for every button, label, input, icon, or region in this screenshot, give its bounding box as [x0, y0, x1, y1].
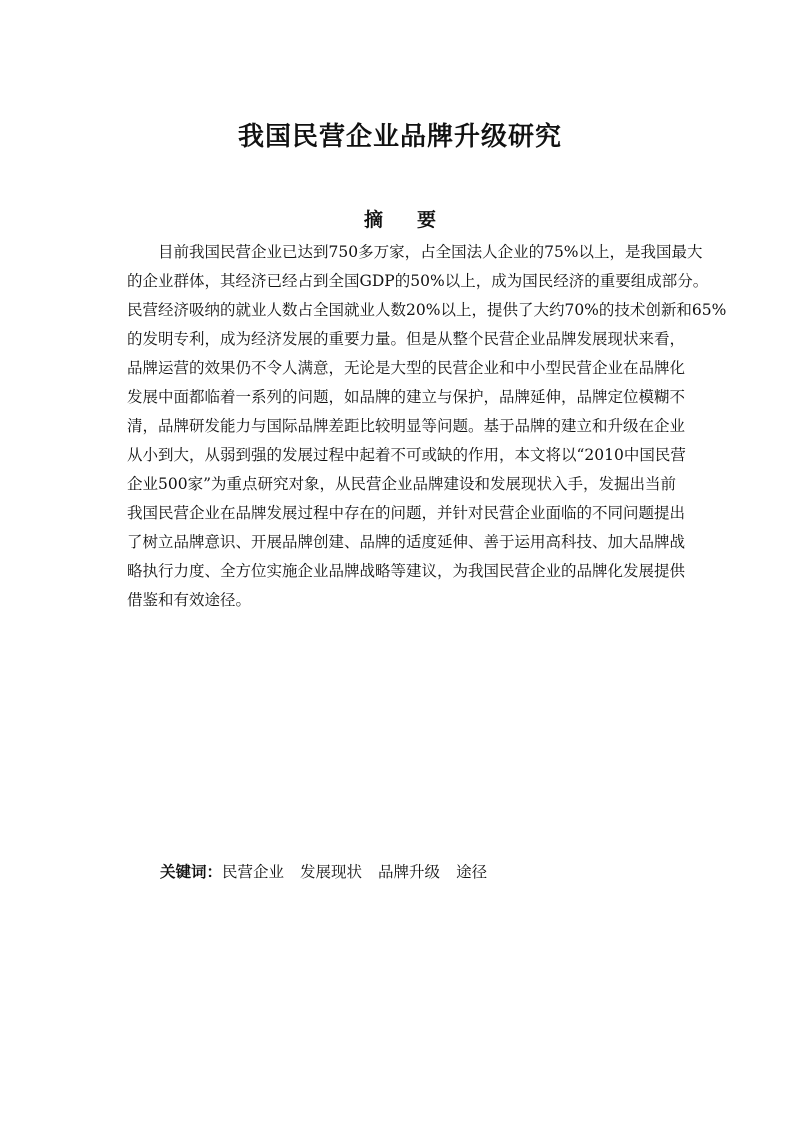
abstract-line: 品牌运营的效果仍不令人满意，无论是大型的民营企业和中小型民营企业在品牌化 [127, 359, 686, 377]
abstract-line: 的发明专利，成为经济发展的重要力量。但是从整个民营企业品牌发展现状来看， [127, 330, 686, 348]
abstract-heading [0, 205, 800, 232]
abstract-line: 略执行力度、全方位实施企业品牌战略等建议，为我国民营企业的品牌化发展提供 [127, 562, 686, 580]
abstract-line: 清，品牌研发能力与国际品牌差距比较明显等问题。基于品牌的建立和升级在企业 [127, 417, 686, 435]
abstract-heading-char: 摘 [363, 209, 383, 231]
abstract-line: 我国民营企业在品牌发展过程中存在的问题，并针对民营企业面临的不同问题提出 [127, 504, 686, 522]
keyword: 民营企业 [222, 863, 285, 881]
keyword: 途径 [456, 863, 488, 881]
abstract-line: 的企业群体，其经济已经占到全国GDP的50%以上，成为国民经济的重要组成部分。 [127, 272, 709, 290]
abstract-line: 民营经济吸纳的就业人数占全国就业人数20%以上，提供了大约70%的技术创新和65% [127, 301, 727, 319]
keywords [160, 858, 503, 887]
abstract-line: 从小到大，从弱到强的发展过程中起着不可或缺的作用，本文将以“2010中国民营 [127, 446, 686, 464]
abstract-line: 企业500家”为重点研究对象，从民营企业品牌建设和发展现状入手，发掘出当前 [127, 475, 677, 493]
abstract-line: 发展中面都临着一系列的问题，如品牌的建立与保护，品牌延伸，品牌定位模糊不 [127, 388, 686, 406]
abstract-line: 了树立品牌意识、开展品牌创建、品牌的适度延伸、善于运用高科技、加大品牌战 [127, 533, 686, 551]
keywords-label: 关键词： [160, 863, 223, 881]
abstract-body [127, 238, 727, 615]
abstract-line: 借鉴和有效途径。 [127, 591, 252, 609]
abstract-heading-char: 要 [417, 209, 437, 231]
abstract-line: 目前我国民营企业已达到750多万家，占全国法人企业的75%以上，是我国最大 [158, 243, 703, 261]
paper-title: 我国民营企业品牌升级研究 [237, 122, 562, 152]
keyword: 发展现状 [300, 863, 363, 881]
keyword: 品牌升级 [378, 863, 441, 881]
